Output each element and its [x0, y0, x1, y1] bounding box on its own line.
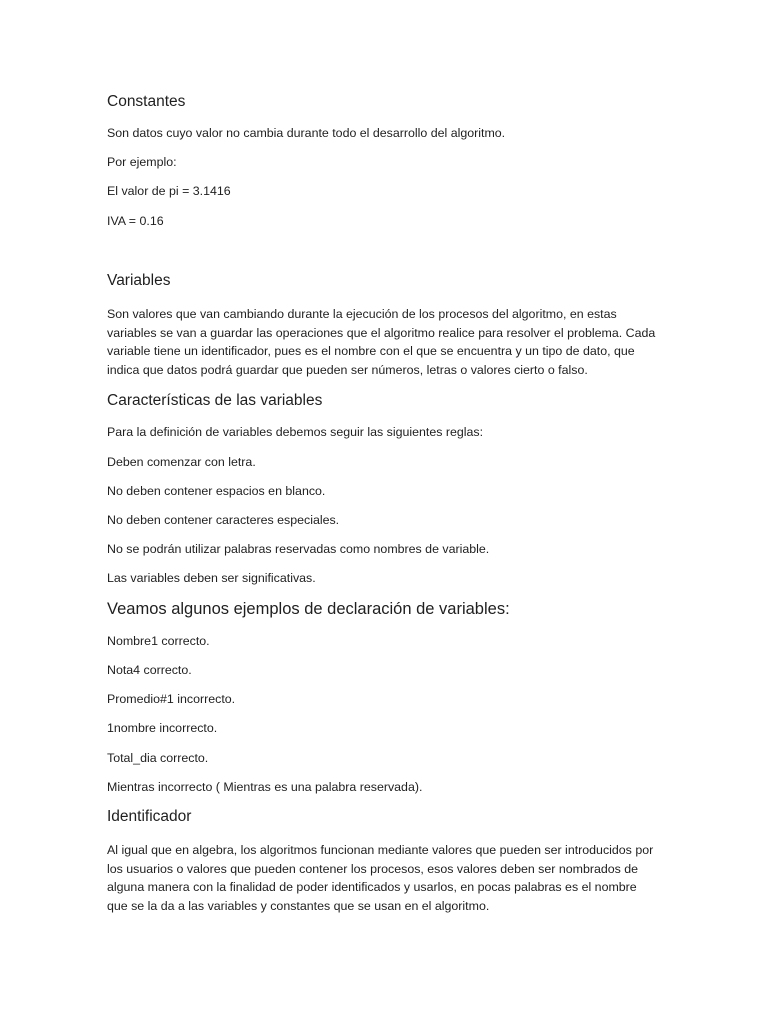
constantes-example-iva: IVA = 0.16: [107, 214, 164, 228]
example-item: Nota4 correcto.: [107, 663, 192, 677]
rule-item: Deben comenzar con letra.: [107, 455, 256, 469]
constantes-definition: Son datos cuyo valor no cambia durante todo el desarrollo del algoritmo.: [107, 126, 506, 140]
heading-caracteristicas: Características de las variables: [107, 392, 323, 409]
heading-variables: Variables: [107, 272, 171, 289]
example-item: Nombre1 correcto.: [107, 634, 210, 648]
example-item: Promedio#1 incorrecto.: [107, 692, 236, 706]
heading-ejemplos: Veamos algunos ejemplos de declaración de variables:: [107, 600, 510, 618]
example-item: Mientras incorrecto ( Mientras es una palabra reservada).: [107, 780, 423, 794]
example-item: 1nombre incorrecto.: [107, 721, 218, 735]
constantes-example-pi: El valor de pi = 3.1416: [107, 184, 231, 198]
rule-item: No deben contener espacios en blanco.: [107, 484, 326, 498]
rule-item: Las variables deben ser significativas.: [107, 571, 316, 585]
caracteristicas-intro: Para la definición de variables debemos seguir las siguientes reglas:: [107, 425, 484, 439]
constantes-example-intro: Por ejemplo:: [107, 155, 177, 169]
example-item: Total_dia correcto.: [107, 751, 209, 765]
rule-item: No deben contener caracteres especiales.: [107, 513, 340, 527]
variables-paragraph: Son valores que van cambiando durante la ejecución de los procesos del algoritmo, en estas variables se van a guardar las operaciones que el algoritmo realice para resolver el problema. Cada variable tiene un identificador, pues es el nombre con el que se encuentra y un tipo de dato, que indica que datos podrá guardar que pueden ser números, letras o valores cierto o falso.: [107, 307, 656, 377]
heading-constantes: Constantes: [107, 93, 186, 110]
identificador-paragraph: Al igual que en algebra, los algoritmos funcionan mediante valores que pueden ser introducidos por los usuarios o valores que pueden contener los procesos, esos valores deben ser nombrados de alguna manera con la finalidad de poder identificados y usarlos, en pocas palabras es el nombre que se la da a las variables y constantes que se usan en el algoritmo.: [107, 843, 654, 913]
heading-identificador: Identificador: [107, 808, 192, 825]
rule-item: No se podrán utilizar palabras reservadas como nombres de variable.: [107, 542, 490, 556]
